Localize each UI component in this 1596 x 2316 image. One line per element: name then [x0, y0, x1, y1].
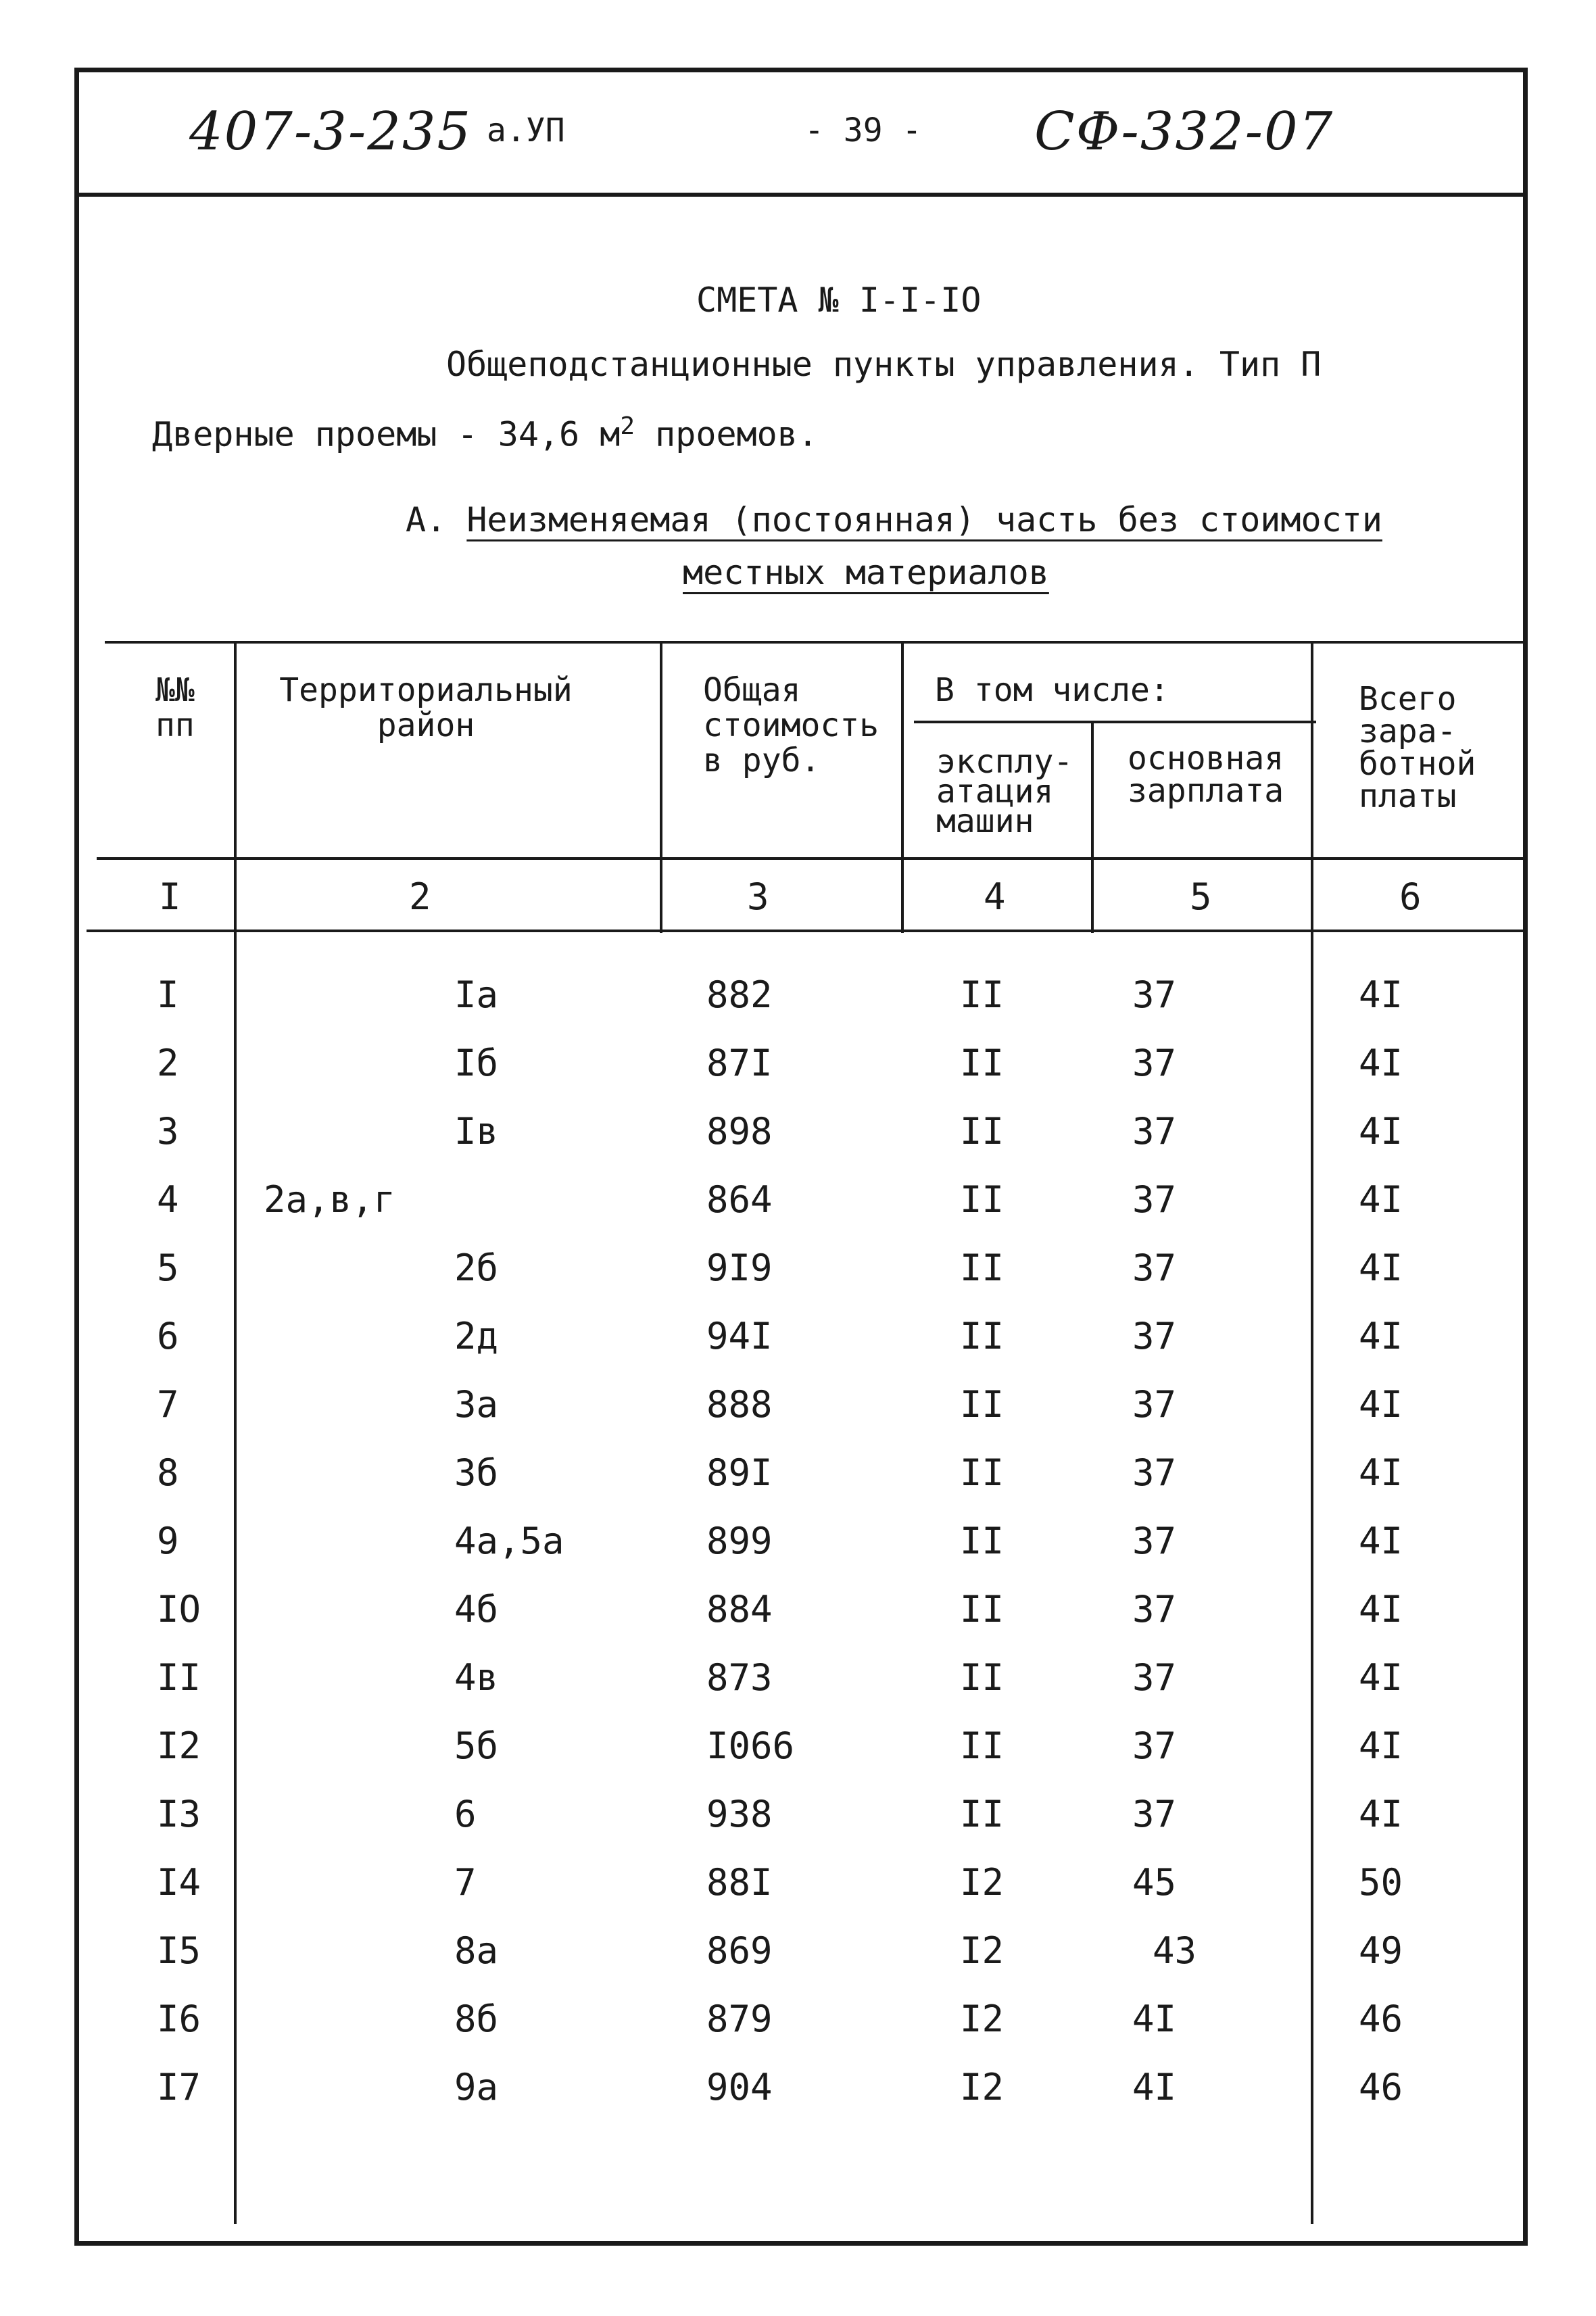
row-total-cost: 87I	[706, 1042, 773, 1084]
group-header-rule	[914, 721, 1316, 723]
estimate-subtitle: Общеподстанционные пункты управления. Тип П	[446, 345, 1322, 384]
row-number: 7	[157, 1383, 179, 1426]
row-base-salary: 37	[1132, 1451, 1177, 1494]
row-region: 3а	[454, 1383, 499, 1426]
doors-suffix: проемов.	[635, 414, 818, 454]
section-heading-line1	[406, 500, 1382, 539]
row-machines: II	[960, 1520, 1005, 1562]
row-base-salary: 37	[1132, 1793, 1177, 1835]
row-region: Iа	[454, 973, 499, 1016]
row-total-wages: 46	[1359, 2066, 1403, 2108]
row-total-wages: 4I	[1359, 1383, 1403, 1426]
row-total-cost: 89I	[706, 1451, 773, 1494]
row-machines: II	[960, 1793, 1005, 1835]
row-region: 9а	[454, 2066, 499, 2108]
row-machines: II	[960, 1383, 1005, 1426]
row-total-cost: 879	[706, 1998, 773, 2040]
row-region: 4а,5а	[454, 1520, 564, 1562]
row-number: 4	[157, 1178, 179, 1221]
column-number-4: 4	[984, 875, 1006, 918]
row-total-cost: 904	[706, 2066, 773, 2108]
row-number: I	[157, 973, 179, 1016]
row-total-wages: 4I	[1359, 973, 1403, 1016]
row-total-cost: 884	[706, 1588, 773, 1631]
row-number: IO	[157, 1588, 201, 1631]
column-number-6: 6	[1399, 875, 1422, 918]
row-machines: II	[960, 1042, 1005, 1084]
row-machines: II	[960, 1451, 1005, 1494]
header-machines: эксплу- атация машин	[936, 743, 1073, 840]
row-total-cost: 864	[706, 1178, 773, 1221]
row-base-salary: 37	[1132, 1315, 1177, 1357]
document-code: СФ-332-07	[1034, 101, 1334, 162]
row-machines: I2	[960, 2066, 1005, 2108]
row-region: Iб	[454, 1042, 499, 1084]
row-region: 8а	[454, 1929, 499, 1972]
estimate-title: СМЕТА № I-I-IO	[696, 281, 982, 320]
page-number: - 39 -	[804, 112, 922, 149]
doors-line	[152, 412, 818, 454]
row-total-wages: 50	[1359, 1861, 1403, 1904]
row-number: I6	[157, 1998, 201, 2040]
row-machines: II	[960, 973, 1005, 1016]
row-base-salary: 37	[1132, 1178, 1177, 1221]
row-machines: II	[960, 1178, 1005, 1221]
row-region: 3б	[454, 1451, 499, 1494]
row-machines: II	[960, 1588, 1005, 1631]
row-total-cost: 882	[706, 973, 773, 1016]
row-number: 2	[157, 1042, 179, 1084]
row-total-cost: 898	[706, 1110, 773, 1153]
row-region: 2д	[454, 1315, 499, 1357]
header-including: В том числе:	[935, 671, 1169, 709]
row-base-salary: 37	[1132, 973, 1177, 1016]
row-number: I2	[157, 1724, 201, 1767]
row-total-wages: 49	[1359, 1929, 1403, 1972]
section-title-line2: местных материалов	[683, 553, 1049, 592]
row-base-salary: 37	[1132, 1724, 1177, 1767]
section-title-line1: Неизменяемая (постоянная) часть без стоимости	[466, 500, 1382, 539]
row-region: 8б	[454, 1998, 499, 2040]
row-total-wages: 4I	[1359, 1110, 1403, 1153]
col-divider-5	[1311, 642, 1313, 2224]
row-total-cost: 88I	[706, 1861, 773, 1904]
row-total-cost: I066	[706, 1724, 795, 1767]
row-total-cost: 873	[706, 1656, 773, 1699]
row-total-cost: 94I	[706, 1315, 773, 1357]
row-base-salary: 4I	[1132, 2066, 1177, 2108]
row-machines: II	[960, 1724, 1005, 1767]
row-total-wages: 4I	[1359, 1042, 1403, 1084]
header-number: №№ пп	[155, 671, 195, 744]
column-number-1: I	[159, 875, 181, 918]
col-divider-3	[901, 642, 904, 933]
row-region: 4б	[454, 1588, 499, 1631]
row-machines: II	[960, 1656, 1005, 1699]
header-total-wages: Всего зара- ботной платы	[1359, 680, 1476, 815]
column-number-5: 5	[1190, 875, 1212, 918]
row-base-salary: 45	[1132, 1861, 1177, 1904]
column-number-3: 3	[747, 875, 769, 918]
doors-superscript: 2	[620, 412, 635, 440]
row-region: Iв	[454, 1110, 499, 1153]
row-base-salary: 37	[1132, 1656, 1177, 1699]
row-region: 2а,в,г	[264, 1178, 396, 1221]
row-total-cost: 899	[706, 1520, 773, 1562]
row-number: II	[157, 1656, 201, 1699]
row-total-wages: 4I	[1359, 1588, 1403, 1631]
doors-text: Дверные проемы - 34,6 м	[152, 414, 621, 454]
row-total-wages: 46	[1359, 1998, 1403, 2040]
row-base-salary: 4I	[1132, 1998, 1177, 2040]
row-total-wages: 4I	[1359, 1724, 1403, 1767]
header-region: Территориальный район	[279, 671, 573, 744]
header-total-cost: Общая стоимость в руб.	[703, 671, 879, 779]
row-number: I5	[157, 1929, 201, 1972]
row-total-wages: 4I	[1359, 1793, 1403, 1835]
section-prefix: А.	[406, 500, 467, 539]
row-number: I3	[157, 1793, 201, 1835]
row-number: 8	[157, 1451, 179, 1494]
row-machines: I2	[960, 1861, 1005, 1904]
row-machines: I2	[960, 1929, 1005, 1972]
row-region: 6	[454, 1793, 477, 1835]
row-total-cost: 9I9	[706, 1247, 773, 1289]
row-region: 2б	[454, 1247, 499, 1289]
column-numbers-rule	[87, 930, 1524, 932]
row-total-cost: 888	[706, 1383, 773, 1426]
row-total-wages: 4I	[1359, 1656, 1403, 1699]
row-region: 5б	[454, 1724, 499, 1767]
row-number: 6	[157, 1315, 179, 1357]
row-number: I4	[157, 1861, 201, 1904]
row-total-wages: 4I	[1359, 1451, 1403, 1494]
row-total-cost: 869	[706, 1929, 773, 1972]
row-base-salary: 43	[1153, 1929, 1197, 1972]
row-machines: II	[960, 1247, 1005, 1289]
row-number: 5	[157, 1247, 179, 1289]
row-total-cost: 938	[706, 1793, 773, 1835]
row-base-salary: 37	[1132, 1042, 1177, 1084]
row-number: 9	[157, 1520, 179, 1562]
row-machines: II	[960, 1315, 1005, 1357]
row-total-wages: 4I	[1359, 1247, 1403, 1289]
row-base-salary: 37	[1132, 1588, 1177, 1631]
row-total-wages: 4I	[1359, 1315, 1403, 1357]
row-region: 7	[454, 1861, 477, 1904]
col-divider-4	[1091, 722, 1094, 933]
row-total-wages: 4I	[1359, 1178, 1403, 1221]
project-code: 407-3-235	[189, 101, 473, 162]
row-region: 4в	[454, 1656, 499, 1699]
row-base-salary: 37	[1132, 1110, 1177, 1153]
header-base-salary: основная зарплата	[1128, 740, 1284, 810]
album-label: а.УП	[487, 112, 565, 149]
col-divider-1	[234, 642, 237, 2224]
row-number: 3	[157, 1110, 179, 1153]
row-total-wages: 4I	[1359, 1520, 1403, 1562]
col-divider-2	[660, 642, 662, 933]
row-base-salary: 37	[1132, 1520, 1177, 1562]
page-frame	[74, 68, 1528, 2246]
column-number-2: 2	[409, 875, 431, 918]
row-base-salary: 37	[1132, 1383, 1177, 1426]
row-number: I7	[157, 2066, 201, 2108]
row-machines: II	[960, 1110, 1005, 1153]
row-base-salary: 37	[1132, 1247, 1177, 1289]
header-divider	[74, 193, 1528, 197]
row-machines: I2	[960, 1998, 1005, 2040]
